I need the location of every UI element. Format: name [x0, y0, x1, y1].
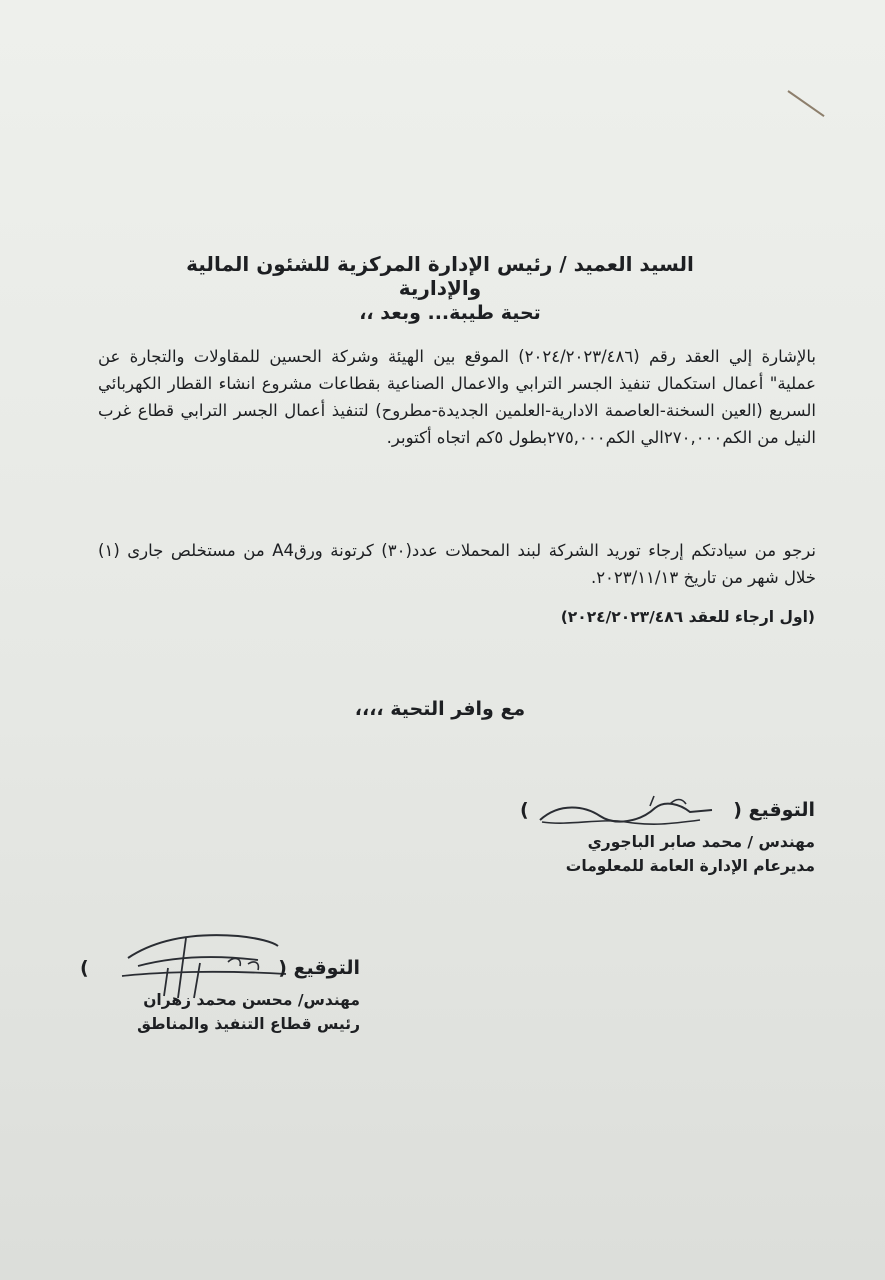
- signature-block-2: [80, 948, 360, 1036]
- greeting-line: تحية طيبة... وبعد ،،: [359, 302, 541, 324]
- signatory-name-1: مهندس / محمد صابر الباجوري: [587, 833, 815, 851]
- body-paragraph-reference: بالإشارة إلي العقد رقم (٢٠٢٤/٢٠٢٣/٤٨٦) الموقع بين الهيئة وشركة الحسين للمقاولات والتجارة عن عملية" أعمال استكمال تنفيذ الجسر الترابي والاعمال الصناعية بقطاعات مشروع انشاء القطار الكهربائي السريع (العين السخنة-العاصمة الادارية-العلمين الجديدة-مطروح) لتنفيذ أعمال الجسر الترابي قطاع غرب النيل من الكم٢٧٠,٠٠٠الي الكم٢٧٥,٠٠٠بطول ٥كم اتجاه أكتوبر.: [98, 347, 816, 447]
- signatory-title-2: رئيس قطاع التنفيذ والمناطق: [137, 1015, 360, 1033]
- signature-label-1: التوقيع (: [733, 799, 815, 821]
- first-postponement-note: (اول ارجاء للعقد ٢٠٢٤/٢٠٢٣/٤٨٦): [560, 608, 815, 626]
- signature-label-2: التوقيع (: [278, 957, 360, 979]
- signature-block-1: [520, 790, 815, 878]
- body-paragraph-request: نرجو من سيادتكم إرجاء توريد الشركة لبند المحملات عدد(٣٠) كرتونة ورقA4 من مستخلص جارى (١) خلال شهر من تاريخ ٢٠٢٣/١١/١٣.: [98, 541, 816, 587]
- pencil-mark: [787, 90, 824, 117]
- signatory-name-2: مهندس/ محسن محمد زهران: [143, 991, 360, 1009]
- closing-line: مع وافر التحية ،،،،: [354, 698, 526, 720]
- addressee-heading: السيد العميد / رئيس الإدارة المركزية للشئون المالية والإدارية: [186, 252, 694, 300]
- signature-close-paren-1: ): [520, 799, 529, 821]
- signature-row-1: [520, 790, 815, 830]
- signatory-title-1: مديرعام الإدارة العامة للمعلومات: [565, 857, 815, 875]
- signature-row-2: [80, 948, 360, 988]
- signature-close-paren-2: ): [80, 957, 89, 979]
